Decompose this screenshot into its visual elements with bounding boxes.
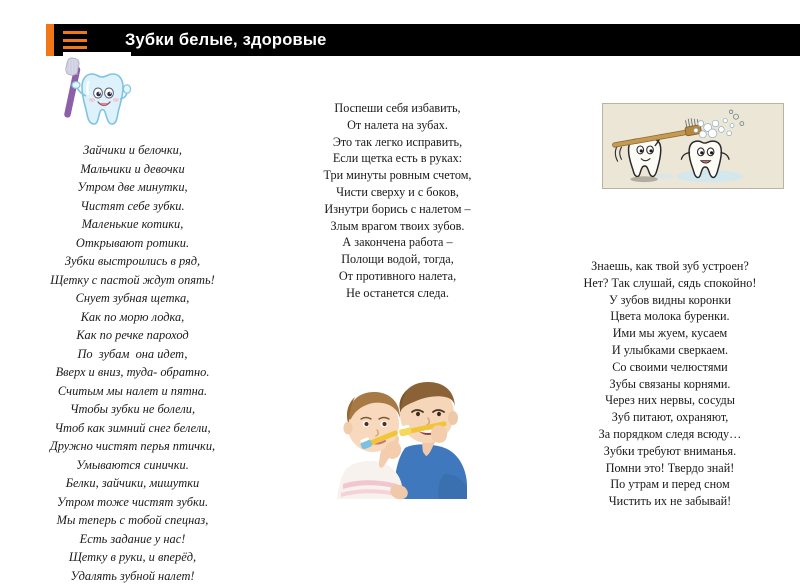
poem-line: Через них нервы, сосуды: [545, 392, 795, 409]
poem-line: Зубки выстроились в ряд,: [10, 252, 255, 271]
poem-line: Злым врагом твоих зубов.: [290, 218, 505, 235]
poem-line: Зубки требуют вниманья.: [545, 443, 795, 460]
hamburger-line: [63, 31, 87, 34]
hamburger-icon[interactable]: [63, 31, 87, 49]
poem-line: Утром две минутки,: [10, 178, 255, 197]
poem-line: Это так легко исправить,: [290, 134, 505, 151]
two-cartoon-teeth-brushing-illustration: [602, 103, 784, 189]
poem-line: Как по морю лодка,: [10, 308, 255, 327]
poem-line: За порядком следя всюду…: [545, 426, 795, 443]
hamburger-line: [63, 46, 87, 49]
poem-line: А закончена работа –: [290, 234, 505, 251]
poem-line: Утром тоже чистят зубки.: [10, 493, 255, 512]
poem-line: Щетку с пастой ждут опять!: [10, 271, 255, 290]
poem-line: Маленькие котики,: [10, 215, 255, 234]
poem-line: Полощи водой, тогда,: [290, 251, 505, 268]
poem-right: [545, 258, 795, 510]
poem-line: Чистят себе зубки.: [10, 197, 255, 216]
poem-line: Как по речке пароход: [10, 326, 255, 345]
poem-line: Изнутри борись с налетом –: [290, 201, 505, 218]
poem-line: Открывают ротики.: [10, 234, 255, 253]
poem-line: По зубам она идет,: [10, 345, 255, 364]
poem-line: Удалять зубной налет!: [10, 567, 255, 585]
poem-line: Умываются синички.: [10, 456, 255, 475]
poem-line: Знаешь, как твой зуб устроен?: [545, 258, 795, 275]
poem-line: Зубы связаны корнями.: [545, 376, 795, 393]
poem-line: Чтобы зубки не болели,: [10, 400, 255, 419]
poem-line: Чисти сверху и с боков,: [290, 184, 505, 201]
poem-line: Поспеши себя избавить,: [290, 100, 505, 117]
poem-line: Дружно чистят перья птички,: [10, 437, 255, 456]
poem-left: [10, 141, 255, 585]
poem-line: По утрам и перед сном: [545, 476, 795, 493]
poem-line: Вверх и вниз, туда- обратно.: [10, 363, 255, 382]
poem-line: У зубов видны коронки: [545, 292, 795, 309]
poem-line: И улыбками сверкаем.: [545, 342, 795, 359]
poem-line: Со своими челюстями: [545, 359, 795, 376]
poem-line: Цвета молока буренки.: [545, 308, 795, 325]
poem-line: Три минуты ровным счетом,: [290, 167, 505, 184]
poem-line: Есть задание у нас!: [10, 530, 255, 549]
poem-line: Мы теперь с тобой спецназ,: [10, 511, 255, 530]
poem-line: От налета на зубах.: [290, 117, 505, 134]
poem-line: Зуб питают, охраняют,: [545, 409, 795, 426]
poem-line: Не останется следа.: [290, 285, 505, 302]
poem-line: Считым мы налет и пятна.: [10, 382, 255, 401]
poem-line: Белки, зайчики, мишутки: [10, 474, 255, 493]
poem-line: Щетку в руки, и вперёд,: [10, 548, 255, 567]
poem-line: Ими мы жуем, кусаем: [545, 325, 795, 342]
poem-line: Мальчики и девочки: [10, 160, 255, 179]
poem-line: Зайчики и белочки,: [10, 141, 255, 160]
poem-line: Нет? Так слушай, сядь спокойно!: [545, 275, 795, 292]
hamburger-line: [63, 39, 87, 42]
two-children-brushing-teeth-photo: [327, 366, 512, 516]
page-title: Зубки белые, здоровые: [125, 24, 327, 56]
poem-line: От противного налета,: [290, 268, 505, 285]
tooth-with-toothbrush-icon: [52, 52, 144, 138]
poem-line: Чистить их не забывай!: [545, 493, 795, 510]
poem-line: Помни это! Твердо знай!: [545, 460, 795, 477]
poem-center: [290, 100, 505, 302]
poem-line: Снует зубная щетка,: [10, 289, 255, 308]
poem-line: Чтоб как зимний снег белели,: [10, 419, 255, 438]
poem-line: Если щетка есть в руках:: [290, 150, 505, 167]
